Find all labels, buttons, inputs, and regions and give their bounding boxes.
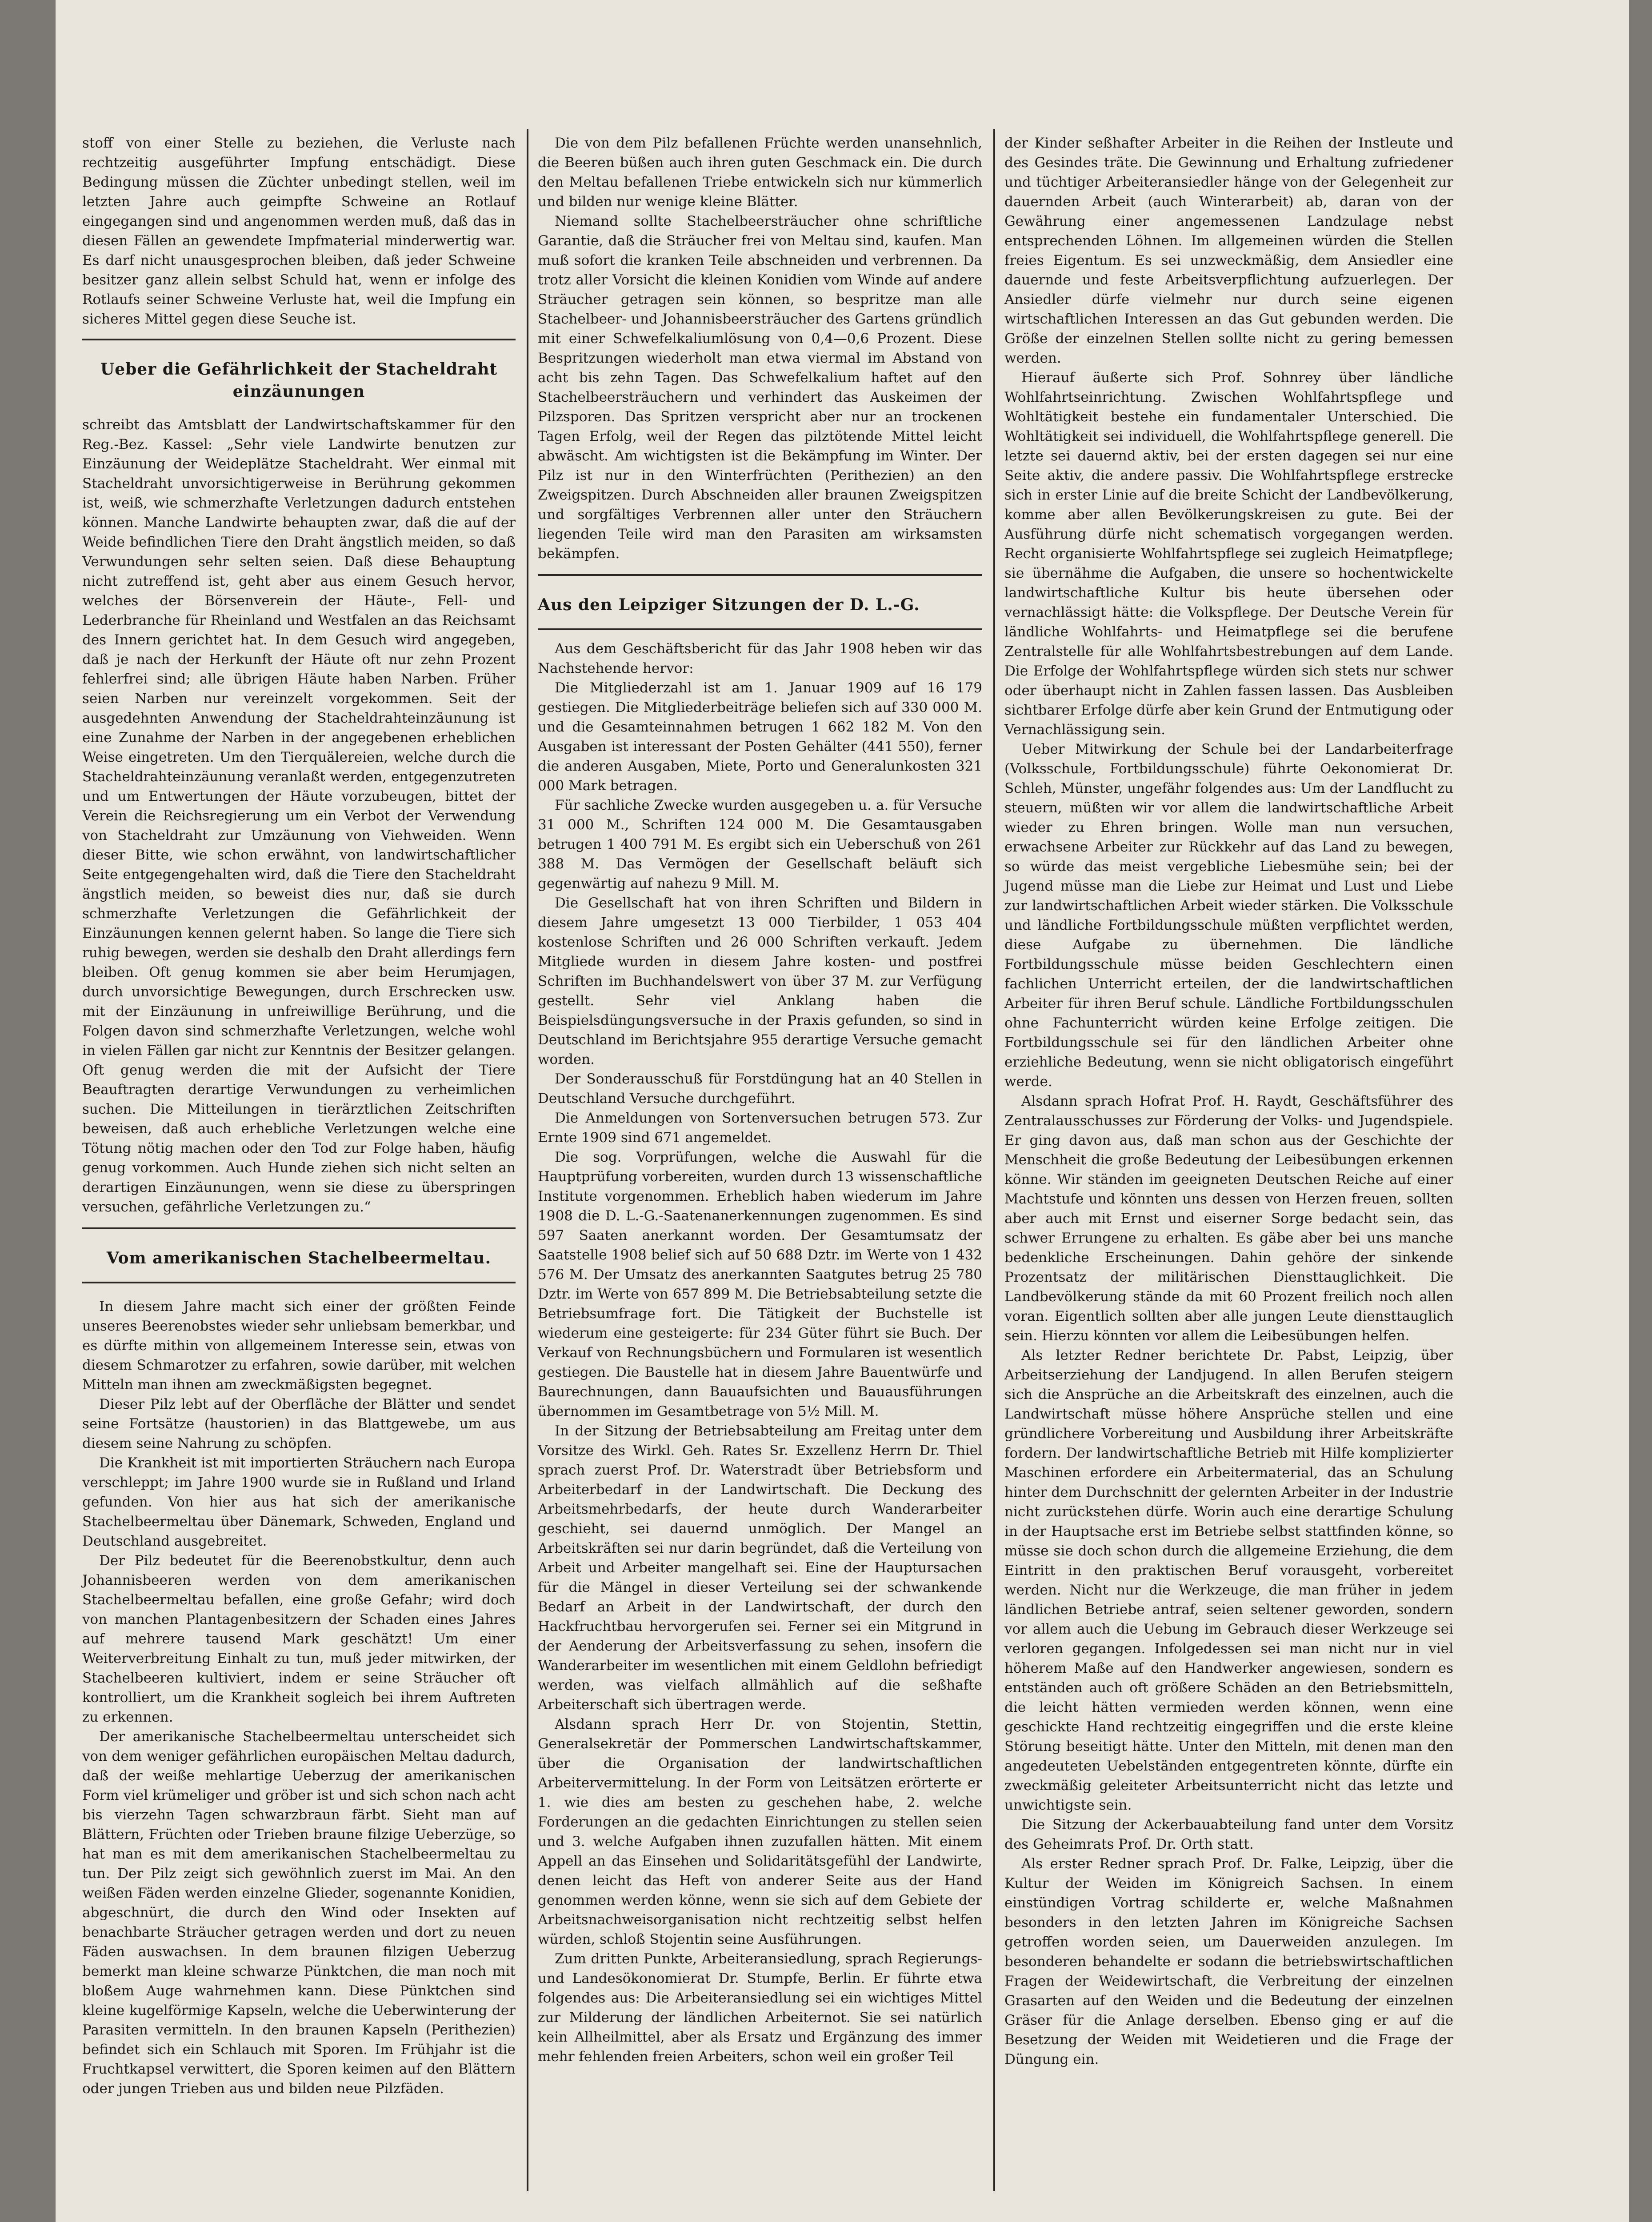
article-dlg-paragraph: Alsdann sprach Herr Dr. von Stojentin, Stettin, Generalsekretär der Pommerschen Landwirtschaftskammer, über die Organisation der landwirtschaftlichen Arbeitervermittelung. In der Form von Leitsätzen erörterte er 1. wie dies am besten zu geschehen habe, 2. welche Forderungen an die gedachten Einrichtungen zu stellen seien und 3. welche Aufgaben ihnen zuzufallen hätten. Mit einem Appell an das Einsehen und Solidaritätsgefühl der Landwirte, denen leicht das Heft von anderer Seite aus der Hand genommen werden könne, wenn sie sich auf dem Gebiete der Arbeitsnachweisorganisation nicht rechtzeitig selbst helfen würden, schloß Stojentin seine Ausführungen.	[538, 1716, 982, 1947]
section-divider	[538, 574, 982, 576]
column-rule-1	[527, 129, 528, 2191]
article-dlg-paragraph: Die Anmeldungen von Sortenversuchen betrugen 573. Zur Ernte 1909 sind 671 angemeldet.	[538, 1110, 982, 1146]
article-dlg-paragraph: Der Sonderausschuß für Forstdüngung hat an 40 Stellen in Deutschland Versuche durchgeführt.	[538, 1071, 982, 1107]
article-dlg-continued: der Kinder seßhafter Arbeiter in die Reihen der Instleute und des Gesindes träte. Die Gewinnung und Erhaltung zufriedener und tüchtiger Arbeiteransiedler hänge von der Gelegenheit zur dauernden Arbeit (auch Winterarbeit) ab, daran von der Gewährung einer angemessenen Landzulage nebst entsprechenden Löhnen. Im allgemeinen würden die Stellen freies Eigentum. Es sei unzweckmäßig, dem Ansiedler eine dauernde und feste Arbeitsverpflichtung aufzuerlegen. Der Ansiedler dürfe vielmehr nur durch seine eigenen wirtschaftlichen Interessen an das Gut gebunden werden. Die Größe der einzelnen Stellen sollte nicht zu gering bemessen werden.	[1004, 135, 1453, 366]
article-meltau-paragraph: Dieser Pilz lebt auf der Oberfläche der Blätter und sendet seine Fortsätze (haustorien) in das Blattgewebe, um aus diesem seine Nahrung zu schöpfen.	[82, 1396, 516, 1451]
article-meltau-continued: Die von dem Pilz befallenen Früchte werden unansehnlich, die Beeren büßen auch ihren guten Geschmack ein. Die durch den Meltau befallenen Triebe entwickeln sich nur kümmerlich und bilden nur wenige kleine Blätter.	[538, 135, 982, 210]
article-dlg-paragraph: Für sachliche Zwecke wurden ausgegeben u. a. für Versuche 31 000 M., Schriften 124 000 M. Die Gesamtausgaben betrugen 1 400 791 M. Es ergibt sich ein Ueberschuß von 261 388 M. Das Vermögen der Gesellschaft beläuft sich gegenwärtig auf nahezu 9 Mill. M.	[538, 797, 982, 891]
article-dlg-continued: Die Sitzung der Ackerbauabteilung fand unter dem Vorsitz des Geheimrats Prof. Dr. Orth statt.	[1004, 1817, 1453, 1852]
article-dlg-continued: Hierauf äußerte sich Prof. Sohnrey über ländliche Wohlfahrtseinrichtung. Zwischen Wohlfahrtspflege und Wohltätigkeit bestehe ein fundamentaler Unterschied. Die Wohltätigkeit sei individuell, die Wohlfahrtspflege generell. Die letzte sei dauernd aktiv, bei der ersten dagegen sei nur eine Seite aktiv, die andere passiv. Die Wohlfahrtspflege erstrecke sich in erster Linie auf die breite Schicht der Landbevölkerung, komme aber allen Bevölkerungskreisen zu gute. Bei der Ausführung dürfe nicht schematisch vorgegangen werden. Recht organisierte Wohlfahrtspflege sei zugleich Heimatpflege; sie übernähme die Aufgaben, die unsere so hochentwickelte landwirtschaftliche Kultur bis heute übersehen oder vernachlässigt hätte: die Volkspflege. Der Deutsche Verein für ländliche Wohlfahrts- und Heimatpflege sei die berufene Zentralstelle für alle Wohlfahrtsbestrebungen auf dem Lande. Die Erfolge der Wohlfahrtspflege würden sich stets nur schwer oder überhaupt nicht in Zahlen fassen lassen. Das Ausbleiben sichtbarer Erfolge dürfe aber kein Grund der Entmutigung oder Vernachlässigung sein.	[1004, 370, 1453, 738]
intro-paragraph: stoff von einer Stelle zu beziehen, die Verluste nach rechtzeitig ausgeführter Impfung entschädigt. Diese Bedingung müssen die Züchter unbedingt stellen, weil im letzten Jahre auch geimpfte Schweine an Rotlauf eingegangen sind und angenommen werden muß, daß das in diesen Fällen an gewendete Impfmaterial minderwertig war. Es darf nicht unausgesprochen bleiben, daß jeder Schweine besitzer ganz allein selbst Schuld hat, wenn er infolge des Rotlaufs seiner Schweine Verluste hat, weil die Impfung ein sicheres Mittel gegen diese Seuche ist.	[82, 135, 516, 327]
article-dlg-paragraph: Aus dem Geschäftsbericht für das Jahr 1908 heben wir das Nachstehende hervor:	[538, 641, 982, 676]
article-dlg-continued: Als erster Redner sprach Prof. Dr. Falke, Leipzig, über die Kultur der Weiden im Königreich Sachsen. In einem einstündigen Vortrag schilderte er, welche Maßnahmen besonders in den letzten Jahren im Königreiche Sachsen getroffen worden seien, um Dauerweiden anzulegen. Im besonderen behandelte er sodann die betriebswirtschaftlichen Fragen der Weidewirtschaft, die Verbreitung der einzelnen Grasarten auf den Weiden und die Bedeutung der einzelnen Gräser für die Anlage derselben. Ebenso ging er auf die Besetzung der Weiden mit Weidetieren und die Frage der Düngung ein.	[1004, 1856, 1453, 2067]
article-dlg-continued: Ueber Mitwirkung der Schule bei der Landarbeiterfrage (Volksschule, Fortbildungsschule) führte Oekonomierat Dr. Schleh, Münster, ungefähr folgendes aus: Um der Landflucht zu steuern, müßten wir vor allem die landwirtschaftliche Arbeit wieder zu Ehren bringen. Wolle man nun versuchen, erwachsene Arbeiter zur Rückkehr auf das Land zu bewegen, so würde das meist vergebliche Liebesmühe sein; bei der Jugend müsse man die Liebe zur Heimat und Lust und Liebe zur landwirtschaftlichen Arbeit wieder stärken. Die Volksschule und ländliche Fortbildungsschule müßten verpflichtet werden, diese Aufgabe zu übernehmen. Die ländliche Fortbildungsschule müsse beiden Geschlechtern einen fachlichen Unterricht erteilen, der die landwirtschaftlichen Arbeiter für ihren Beruf schule. Ländliche Fortbildungsschulen ohne Fachunterricht würden keine Erfolge zeitigen. Die Fortbildungsschule sei für den ländlichen Arbeiter ohne erziehliche Bedeutung, wenn sie nicht obligatorisch eingeführt werde.	[1004, 741, 1453, 1090]
newspaper-page	[56, 0, 1629, 2222]
heading-stachelbeermeltau: Vom amerikanischen Stachelbeermeltau.	[106, 1249, 492, 1267]
column-rule-2	[993, 129, 995, 2191]
column-left	[82, 133, 516, 2098]
article-meltau-paragraph: Der amerikanische Stachelbeermeltau unterscheidet sich von dem weniger gefährlichen europäischen Meltau dadurch, daß der weiße mehlartige Ueberzug der amerikanischen Form viel krümeliger und gröber ist und sich schon nach acht bis vierzehn Tagen schwarzbraun färbt. Sieht man auf Blättern, Früchten oder Trieben braune filzige Ueberzüge, so hat man es mit dem amerikanischen Stachelbeermeltau zu tun. Der Pilz zeigt sich gewöhnlich zuerst im Mai. An den weißen Fäden werden einzelne Glieder, sogenannte Konidien, abgeschnürt, die durch den Wind oder Insekten auf benachbarte Sträucher getragen werden und dort zu neuen Fäden auswachsen. In dem braunen filzigen Ueberzug bemerkt man kleine schwarze Pünktchen, die man noch mit bloßem Auge wahrnehmen kann. Diese Pünktchen sind kleine kugelförmige Kapseln, welche die Ueberwinterung der Parasiten vermitteln. In den braunen Kapseln (Perithezien) befindet sich ein Schlauch mit Sporen. Im Frühjahr ist die Fruchtkapsel verwittert, die Sporen keimen auf den Blättern oder jungen Trieben aus und bilden neue Pilzfäden.	[82, 1729, 516, 2097]
section-divider	[82, 339, 516, 340]
article-dlg-continued: Als letzter Redner berichtete Dr. Pabst, Leipzig, über Arbeitserziehung der Landjugend. In allen Berufen steigern sich die Ansprüche an die Arbeitskraft des einzelnen, auch die Landwirtschaft müsse höhere Ansprüche stellen und eine gründlichere Vorbereitung und Ausbildung ihrer Arbeitskräfte fordern. Der landwirtschaftliche Betrieb mit Hilfe komplizierter Maschinen erfordere ein Arbeitermaterial, das an Schulung hinter dem Durchschnitt der gelernten Arbeiter in der Industrie nicht zurückstehen dürfe. Worin auch eine derartige Schulung in der Hauptsache erst im Betriebe selbst stattfinden könne, so müsse sie doch schon durch die allgemeine Erziehung, die dem Eintritt in den praktischen Beruf vorausgeht, vorbereitet werden. Nicht nur die Werkzeuge, die man früher in jedem ländlichen Betriebe antraf, seien seltener geworden, sondern vor allem auch die Uebung im Gebrauch dieser Werkzeuge sei verloren gegangen. Infolgedessen sei man nicht nur in viel höherem Maße auf den Handwerker angewiesen, sondern es entständen auch oft größere Schäden an den Betriebsmitteln, die leicht hätten vermieden werden können, wenn eine geschickte Hand rechtzeitig eingegriffen und die erste kleine Störung beseitigt hätte. Unter den Mitteln, mit denen man den angedeuteten Uebelständen entgegentreten könnte, dürfte ein zweckmäßig geleiteter Arbeitsunterricht nicht das letzte und unwichtigste sein.	[1004, 1347, 1453, 1813]
section-divider	[538, 628, 982, 630]
article-dlg-paragraph: Die sog. Vorprüfungen, welche die Auswahl für die Hauptprüfung vorbereiten, wurden durch 13 wissenschaftliche Institute vorgenommen. Erheblich haben wiederum im Jahre 1908 die D. L.-G.-Saatenanerkennungen zugenommen. Es sind 597 Saaten anerkannt worden. Der Gesamtumsatz der Saatstelle 1908 belief sich auf 50 688 Dztr. im Werte von 1 432 576 M. Der Umsatz des anerkannten Saatgutes betrug 25 780 Dztr. im Werte von 657 899 M. Die Betriebsabteilung setzte die Betriebsumfrage fort. Die Tätigkeit der Buchstelle ist wiederum eine gesteigerte: für 234 Güter führt sie Buch. Der Verkauf von Rechnungsbüchern und Formularen ist wesentlich gestiegen. Die Baustelle hat in diesem Jahre Bauentwürfe und Baurechnungen, dann Bauaufsichten und Bauausführungen übernommen im Gesamtbetrage von 5½ Mill. M.	[538, 1149, 982, 1419]
article-meltau-paragraph: In diesem Jahre macht sich einer der größten Feinde unseres Beerenobstes wieder sehr unliebsam bemerkbar, und es dürfte mithin von allgemeinem Interesse sein, etwas von diesem Schmarotzer zu erfahren, sowie darüber, mit welchen Mitteln man ihnen am zweckmäßigsten begegnet.	[82, 1299, 516, 1393]
section-divider	[82, 1282, 516, 1283]
article-meltau-paragraph: Der Pilz bedeutet für die Beerenobstkultur, denn auch Johannisbeeren werden von dem amerikanischen Stachelbeermeltau befallen, eine große Gefahr; wird doch von manchen Plantagenbesitzern der Schaden eines Jahres auf mehrere tausend Mark geschätzt! Um einer Weiterverbreitung Einhalt zu tun, muß jeder mitwirken, der Stachelbeeren kultiviert, indem er seine Sträucher oft kontrolliert, um die Krankheit sogleich bei ihrem Auftreten zu erkennen.	[82, 1553, 516, 1725]
article-dlg-paragraph: Die Gesellschaft hat von ihren Schriften und Bildern in diesem Jahre umgesetzt 13 000 Tierbilder, 1 053 404 kostenlose Schriften und 26 000 Schriften verkauft. Jedem Mitgliede wurden in diesem Jahre kosten- und postfrei Schriften im Buchhandelswert von über 37 M. zur Verfügung gestellt. Sehr viel Anklang haben die Beispielsdüngungsversuche in der Praxis gefunden, so sind in Deutschland im Berichtsjahre 955 derartige Versuche gemacht worden.	[538, 895, 982, 1067]
article-dlg-paragraph: Zum dritten Punkte, Arbeiteransiedlung, sprach Regierungs- und Landesökonomierat Dr. Stumpfe, Berlin. Er führte etwa folgendes aus: Die Arbeiteransiedlung sei ein wichtiges Mittel zur Milderung der ländlichen Arbeiternot. Sie sei natürlich kein Allheilmittel, aber als Ersatz und Ergänzung des immer mehr fehlenden freien Arbeiters, schon weil ein großer Teil	[538, 1951, 982, 2065]
section-divider	[82, 1227, 516, 1229]
article-dlg-paragraph: Die Mitgliederzahl ist am 1. Januar 1909 auf 16 179 gestiegen. Die Mitgliederbeiträge beliefen sich auf 330 000 M. und die Gesamteinnahmen betrugen 1 662 182 M. Von den Ausgaben ist interessant der Posten Gehälter (441 550), ferner die anderen Ausgaben, Miete, Porto und Generalunkosten 321 000 Mark betragen.	[538, 680, 982, 794]
article-stacheldraht-text: schreibt das Amtsblatt der Landwirtschaftskammer für den Reg.-Bez. Kassel: „Sehr viele Landwirte benutzen zur Einzäunung der Weideplätze Stacheldraht. Wer einmal mit Stacheldraht unvorsichtigerweise in Berührung gekommen ist, weiß, wie schmerzhafte Verletzungen dadurch entstehen können. Manche Landwirte behaupten zwar, daß die auf der Weide befindlichen Tiere den Draht ängstlich meiden, so daß Verwundungen sehr selten seien. Daß diese Behauptung nicht zutreffend ist, geht aber aus einem Gesuch hervor, welches der Börsenverein der Häute-, Fell- und Lederbranche für Rheinland und Westfalen an das Reichsamt des Innern gerichtet hat. In dem Gesuch wird angegeben, daß je nach der Herkunft der Häute oft nur zehn Prozent fehlerfrei sind; alle übrigen Häute haben Narben. Früher seien Narben nur vereinzelt vorgekommen. Seit der ausgedehnten Anwendung der Stacheldrahteinzäunung ist eine Zunahme der Narben in der angegebenen erheblichen Weise eingetreten. Um den Tierquälereien, welche durch die Stacheldrahteinzäunung veranlaßt werden, entgegenzutreten und um Entwertungen der Häute vorzubeugen, bittet der Verein die Reichsregierung um ein Verbot der Verwendung von Stacheldraht zur Umzäunung von Viehweiden. Wenn dieser Bitte, wie schon erwähnt, von landwirtschaftlicher Seite entgegengehalten wird, daß die Tiere den Stacheldraht ängstlich meiden, so beweist dies nur, daß sie durch schmerzhafte Verletzungen die Gefährlichkeit der Einzäunungen kennen gelernt haben. So lange die Tiere sich ruhig bewegen, werden sie deshalb den Draht allerdings fern bleiben. Oft genug kommen sie aber beim Herumjagen, durch unvorsichtige Bewegungen, durch Erschrecken usw. mit der Einzäunung in unfreiwillige Berührung, und die Folgen davon sind schmerzhafte Verletzungen, welche wohl in vielen Fällen gar nicht zur Kenntnis der Besitzer gelangen. Oft genug werden die mit der Aufsicht der Tiere Beauftragten derartige Verwundungen zu verheimlichen suchen. Die Mitteilungen in tierärztlichen Zeitschriften beweisen, daß auch erhebliche Verletzungen welche eine Tötung nötig machen oder den Tod zur Folge haben, häufig genug vorkommen. Auch Hunde ziehen sich nicht selten an derartigen Einzäunungen, wenn sie diese zu überspringen versuchen, gefährliche Verletzungen zu.“	[82, 417, 516, 1215]
article-dlg-paragraph: In der Sitzung der Betriebsabteilung am Freitag unter dem Vorsitze des Wirkl. Geh. Rates Sr. Exzellenz Herrn Dr. Thiel sprach zuerst Prof. Dr. Waterstradt über Betriebsform und Arbeiterbedarf in der Landwirtschaft. Die Deckung des Arbeitsmehrbedarfs, der heute durch Wanderarbeiter geschieht, sei dauernd unmöglich. Der Mangel an Arbeitskräften sei nur darin begründet, daß die Verteilung von Arbeit und Arbeiter mangelhaft sei. Eine der Hauptursachen für die Mängel in dieser Verteilung sei der schwankende Bedarf an Arbeit in der Landwirtschaft, der durch den Hackfruchtbau hervorgerufen sei. Ferner sei ein Mitgrund in der Aenderung der Arbeitsverfassung zu sehen, insofern die Wanderarbeiter im wesentlichen mit einem Geldlohn befriedigt werden, was vielfach allmählich auf die seßhafte Arbeiterschaft sich übertragen werde.	[538, 1423, 982, 1713]
article-dlg-continued: Alsdann sprach Hofrat Prof. H. Raydt, Geschäftsführer des Zentralausschusses zur Förderung der Volks- und Jugendspiele. Er ging davon aus, daß man schon aus der Geschichte der Menschheit die große Bedeutung der Leibesübungen erkennen könne. Wir ständen im geeigneten Deutschen Reiche auf einer Machtstufe und könnten uns dessen von Herzen freuen, sollten aber auch mit Ernst und eiserner Sorge bedacht sein, das schwer Errungene zu erhalten. Es gäbe aber bei uns manche bedenkliche Erscheinungen. Dahin gehöre der sinkende Prozentsatz der militärischen Diensttauglichkeit. Die Landbevölkerung stände da mit 60 Prozent freilich noch allen voran. Eigentlich sollten aber alle jungen Leute diensttauglich sein. Hierzu könnten vor allem die Leibesübungen helfen.	[1004, 1093, 1453, 1344]
heading-leipziger-sitzungen: Aus den Leipziger Sitzungen der D. L.-G.	[538, 595, 920, 614]
column-right	[1004, 133, 1453, 2069]
heading-stacheldraht: Ueber die Gefährlichkeit der Stacheldraht einzäunungen	[100, 360, 498, 401]
article-meltau-paragraph: Die Krankheit ist mit importierten Sträuchern nach Europa verschleppt; im Jahre 1900 wurde sie in Rußland und Irland gefunden. Von hier aus hat sich der amerikanische Stachelbeermeltau über Dänemark, Schweden, England und Deutschland ausgebreitet.	[82, 1455, 516, 1549]
column-middle	[538, 133, 982, 2066]
article-meltau-continued: Niemand sollte Stachelbeersträucher ohne schriftliche Garantie, daß die Sträucher frei von Meltau sind, kaufen. Man muß sofort die kranken Teile abschneiden und verbrennen. Da trotz aller Vorsicht die kleinen Konidien vom Winde auf andere Sträucher getragen sein können, so bespritze man alle Stachelbeer- und Johannisbeersträucher des Gartens gründlich mit einer Schwefelkaliumlösung von 0,4—0,6 Prozent. Diese Bespritzungen wiederholt man etwa viermal im Abstand von acht bis zehn Tagen. Das Schwefelkalium haftet auf den Stachelbeersträuchern und verhindert das Auskeimen der Pilzsporen. Das Spritzen verspricht aber nur an trockenen Tagen Erfolg, weil der Regen das pilztötende Mittel leicht abwäscht. Am wichtigsten ist die Bekämpfung im Winter. Der Pilz ist nur in den Winterfrüchten (Perithezien) an den Zweigspitzen. Durch Abschneiden aller braunen Zweigspitzen und sorgfältiges Verbrennen aller unter den Sträuchern liegenden Teile wird man den Parasiten am wirksamsten bekämpfen.	[538, 213, 982, 562]
